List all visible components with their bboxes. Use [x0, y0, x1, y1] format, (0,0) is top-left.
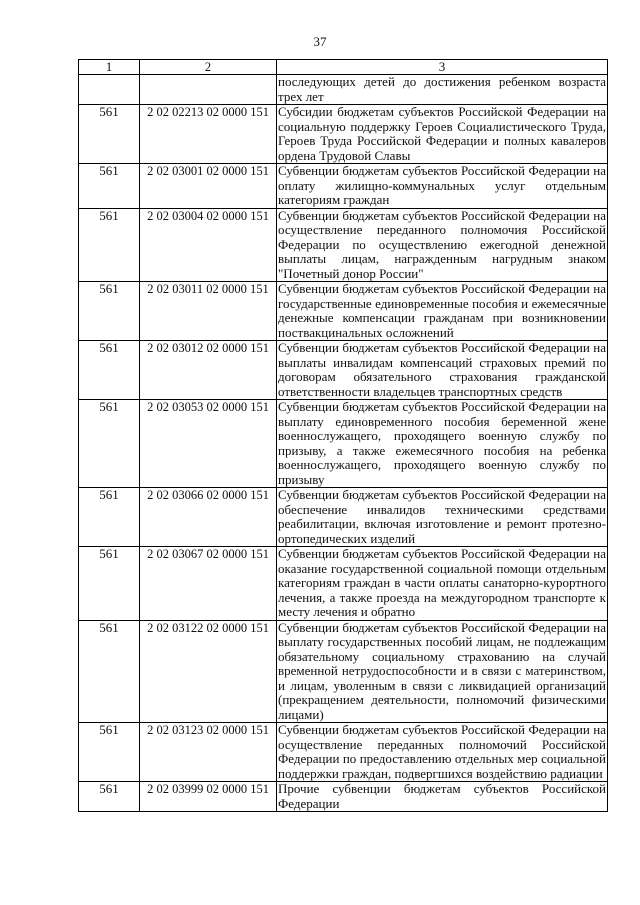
row-budget-code: 2 02 03122 02 0000 151	[140, 620, 277, 723]
row-budget-code: 2 02 03067 02 0000 151	[140, 547, 277, 621]
header-col-2: 2	[140, 60, 277, 75]
table-row	[79, 782, 608, 812]
row-admin-code: 561	[79, 105, 140, 164]
row-admin-code: 561	[79, 547, 140, 621]
table-row	[79, 282, 608, 341]
table-header-row	[79, 60, 608, 75]
row-description: Субвенции бюджетам субъектов Российской Федерации на оказание государственной социальной помощи отдельным категориям граждан в части оплаты санаторно-курортного лечения, а также проезда на междугородном транспорте к месту лечения и обратно	[278, 546, 606, 619]
row-budget-code: 2 02 03999 02 0000 151	[140, 782, 277, 812]
row-budget-code: 2 02 03012 02 0000 151	[140, 341, 277, 400]
table-row	[79, 547, 608, 621]
table-row	[79, 723, 608, 782]
row-budget-code: 2 02 03004 02 0000 151	[140, 208, 277, 282]
row-description: Субвенции бюджетам субъектов Российской Федерации на обеспечение инвалидов техническими средствами реабилитации, включая изготовление и ремонт протезно-ортопедических изделий	[278, 487, 606, 546]
table-row	[79, 620, 608, 723]
row-budget-code: 2 02 03053 02 0000 151	[140, 400, 277, 488]
row-description: Субвенции бюджетам субъектов Российской Федерации на выплаты инвалидам компенсаций страховых премий по договорам обязательного страхования гражданской ответственности владельцев транспортных средств	[278, 340, 606, 399]
row-admin-code: 561	[79, 208, 140, 282]
row-admin-code: 561	[79, 782, 140, 812]
row-description: последующих детей до достижения ребенком возраста трех лет	[278, 74, 606, 104]
header-col-3: 3	[277, 60, 608, 75]
table-row	[79, 341, 608, 400]
row-description: Субвенции бюджетам субъектов Российской Федерации на государственные единовременные пособия и ежемесячные денежные компенсации гражданам при возникновении поствакцинальных осложнений	[278, 281, 606, 340]
row-budget-code: 2 02 03001 02 0000 151	[140, 164, 277, 209]
row-description: Субвенции бюджетам субъектов Российской Федерации на выплату государственных пособий лицам, не подлежащим обязательному социальному страхованию на случай временной нетрудоспособности и в связи с материнством, и лицам, уволенным в связи с ликвидацией организаций (прекращением деятельности, полномочий физическими лицами)	[278, 619, 606, 722]
row-admin-code: 561	[79, 341, 140, 400]
row-description: Прочие субвенции бюджетам субъектов Российской Федерации	[278, 781, 606, 811]
page-number: 37	[313, 34, 327, 49]
budget-code-table	[78, 59, 608, 812]
row-budget-code: 2 02 02213 02 0000 151	[140, 105, 277, 164]
row-admin-code: 561	[79, 282, 140, 341]
row-description: Субсидии бюджетам субъектов Российской Федерации на социальную поддержку Героев Социалистического Труда, Героев Труда Российской Федерации и полных кавалеров ордена Трудовой Славы	[278, 104, 606, 163]
table-row	[79, 164, 608, 209]
row-description: Субвенции бюджетам субъектов Российской Федерации на оплату жилищно-коммунальных услуг отдельным категориям граждан	[278, 163, 606, 207]
row-description: Субвенции бюджетам субъектов Российской Федерации на осуществление переданного полномочия Российской Федерации по осуществлению ежегодной денежной выплаты лицам, награжденным нагрудным знаком "Почетный донор России"	[278, 207, 606, 281]
row-description: Субвенции бюджетам субъектов Российской Федерации на осуществление переданных полномочий Российской Федерации по предоставлению отдельных мер социальной поддержки граждан, подвергшихся воздействию радиации	[278, 722, 606, 781]
row-admin-code: 561	[79, 488, 140, 547]
row-budget-code: 2 02 03123 02 0000 151	[140, 723, 277, 782]
table-row	[79, 208, 608, 282]
row-admin-code: 561	[79, 164, 140, 209]
table-row	[79, 105, 608, 164]
row-admin-code	[79, 75, 140, 105]
table-row	[79, 400, 608, 488]
row-admin-code: 561	[79, 400, 140, 488]
header-col-1: 1	[79, 60, 140, 75]
table-row	[79, 488, 608, 547]
row-description: Субвенции бюджетам субъектов Российской Федерации на выплату единовременного пособия беременной жене военнослужащего, проходящего военную службу по призыву, а также ежемесячного пособия на ребенка военнослужащего, проходящего военную службу по призыву	[278, 399, 606, 487]
row-admin-code: 561	[79, 723, 140, 782]
row-budget-code: 2 02 03066 02 0000 151	[140, 488, 277, 547]
table-row	[79, 75, 608, 105]
row-admin-code: 561	[79, 620, 140, 723]
row-budget-code: 2 02 03011 02 0000 151	[140, 282, 277, 341]
row-budget-code	[140, 75, 277, 105]
